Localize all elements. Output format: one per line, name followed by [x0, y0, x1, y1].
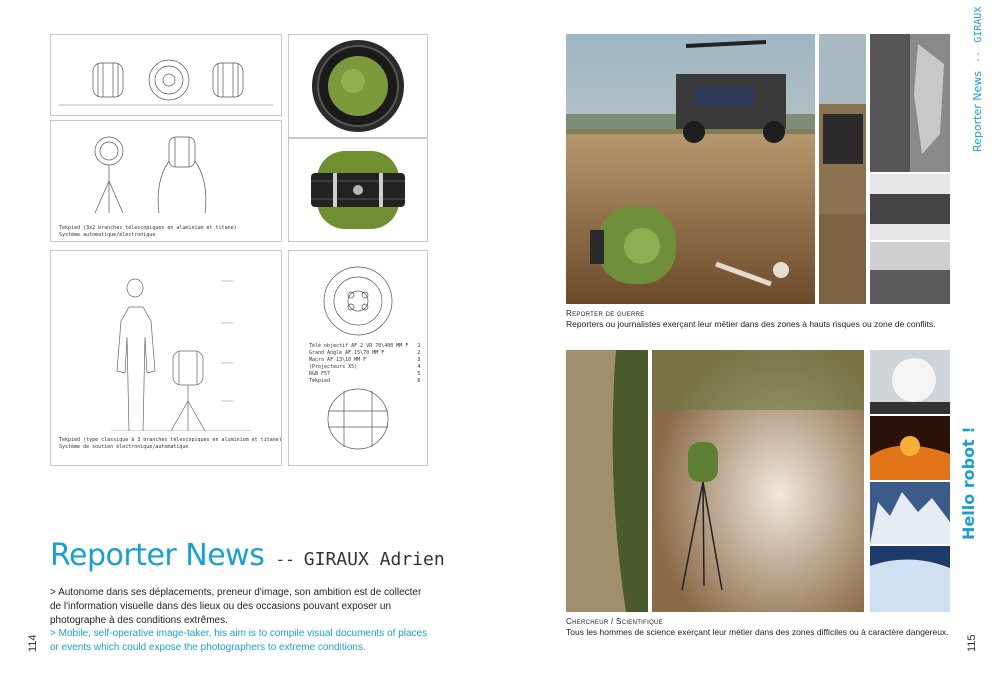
caption-war-reporter-title: Reporter de guerre — [566, 309, 645, 318]
robot-views-drawing — [51, 35, 281, 115]
drawing-tripods — [50, 120, 282, 242]
scientist-field-photo — [652, 350, 864, 612]
tripod-caption: Tekpied (3x2 branches télescopiques en aluminium et titane) Système automatique/électronique — [59, 225, 237, 238]
smoke-photo — [870, 350, 950, 414]
robot-side-render — [289, 139, 427, 241]
bw-image-1 — [870, 34, 950, 172]
lava-image — [870, 416, 950, 480]
robot-top-render — [289, 35, 427, 137]
bw-photo-soldier-1 — [870, 34, 950, 172]
strip-image — [819, 34, 866, 304]
article-heading — [50, 538, 445, 573]
paragraph-french: > Autonome dans ses déplacements, preneur d'image, son ambition est de collecter de l'information visuelle dans des lieux ou des occasions pouvant exposer un photographe à des conditions extrêmes. — [50, 587, 422, 626]
side-title: Reporter News — [971, 71, 984, 152]
caption-war-reporter-text: Reporters ou journalistes exerçant leur métier dans des zones à hauts risques ou zone de conflits. — [566, 319, 936, 329]
bw-photo-soldiers-2 — [870, 174, 950, 240]
caption-scientist-text: Tous les hommes de science exerçant leur métier dans des zones difficiles ou à caractère dangereux. — [566, 627, 949, 637]
article-title: Reporter News — [50, 538, 265, 573]
side-author: GIRAUX — [973, 6, 984, 43]
page-number-left: 114 — [27, 634, 39, 652]
side-title-separator: -- — [973, 50, 984, 63]
drawing-front-parts — [288, 250, 428, 466]
tripod-drawing — [51, 121, 281, 221]
render-top-view — [288, 34, 428, 138]
snow-photo — [870, 546, 950, 612]
side-running-title — [966, 7, 985, 152]
tree-trunk-photo — [566, 350, 648, 612]
war-scene-image — [566, 34, 815, 304]
bw-photo-soldiers-3 — [870, 242, 950, 304]
trunk-image — [566, 350, 648, 612]
bw-image-3 — [870, 242, 950, 304]
scale-drawing — [51, 251, 281, 431]
field-scene-image — [652, 350, 864, 612]
drawing-human-scale — [50, 250, 282, 466]
title-separator: -- — [275, 550, 295, 569]
snow-image — [870, 546, 950, 612]
page-number-right: 115 — [966, 634, 978, 652]
scale-caption: Tekpied (type classique à 3 branches télescopiques en aluminium et titane) Système de soutien électronique/automatique — [59, 437, 282, 450]
smoke-image — [870, 350, 950, 414]
render-side-view — [288, 138, 428, 242]
lava-photo — [870, 416, 950, 480]
drawing-three-views — [50, 34, 282, 116]
parts-list: Télé objectif AF 2 VR 70\400 MM F 1 Grand Angle AF 15\70 MM F 2 Macro AF 13\10 MM F 3 (Projecteurs X5) 4 RGB F57 5 Tekpied 6 — [309, 343, 421, 384]
glacier-image — [870, 482, 950, 544]
side-hello-robot: Hello robot ! — [959, 426, 978, 540]
article-author: GIRAUX Adrien — [303, 549, 445, 570]
glacier-photo — [870, 482, 950, 544]
bw-image-2 — [870, 174, 950, 240]
war-vehicle-strip-photo — [819, 34, 866, 304]
war-zone-photo — [566, 34, 815, 304]
paragraph-english: > Mobile, self-operative image-taker, his aim is to compile visual documents of places or events which could expose the photographers to extreme conditions. — [50, 628, 428, 653]
caption-scientist-title: Chercheur / Scientifique — [566, 617, 663, 626]
